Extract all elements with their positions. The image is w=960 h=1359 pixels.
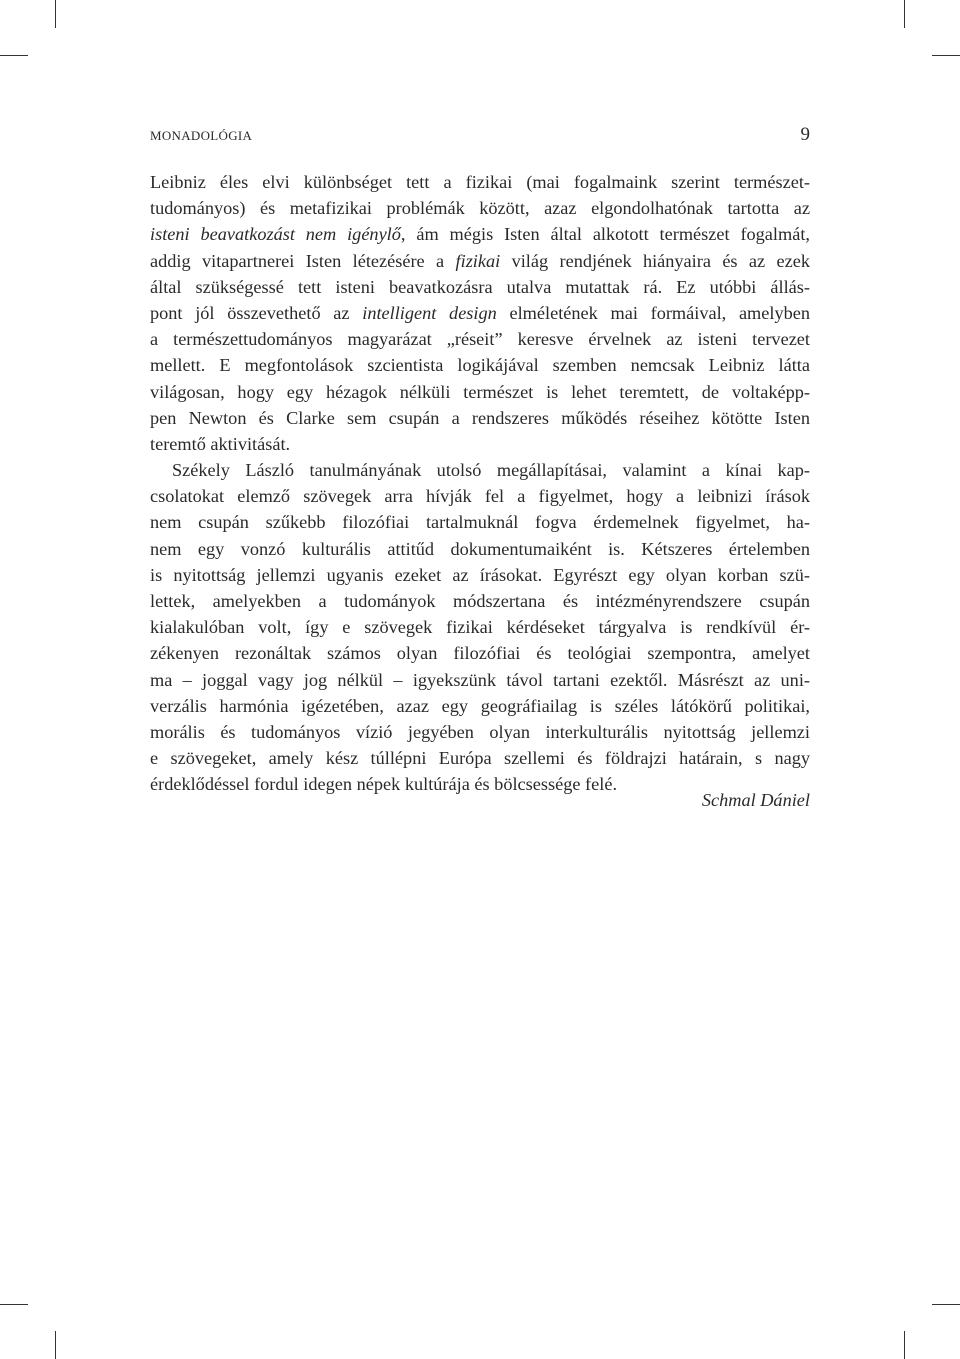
text-run: pen Newton és Clarke sem csupán a rendszeres működés réseihez kötötte Isten	[150, 407, 810, 428]
page-number: 9	[800, 124, 810, 145]
text-run: , ám mégis Isten által alkotott természet fogalmát,	[400, 224, 810, 245]
text-run: lettek, amelyekben a tudományok módszertana és intézményrendszere csupán	[150, 591, 810, 611]
text-line	[150, 431, 810, 457]
text-line	[150, 719, 810, 745]
text-run: kialakulóban volt, így e szövegek fizikai kérdéseket tárgyalva is rendkívül ér-	[150, 617, 810, 638]
text-line	[150, 693, 810, 719]
text-line	[150, 457, 810, 483]
crop-mark-right-bottom	[932, 1304, 960, 1305]
text-run: teremtő aktivitását.	[150, 433, 291, 454]
text-run: is nyitottság jellemzi ugyanis ezeket az írásokat. Egyrészt egy olyan korban szü-	[150, 564, 810, 585]
text-run: nem csupán szűkebb filozófiai tartalmuknál fogva érdemelnek figyelmet, ha-	[150, 512, 810, 533]
text-line	[150, 509, 810, 535]
text-line	[150, 562, 810, 588]
running-title: MONADOLÓGIA	[150, 128, 253, 143]
text-run: mellett. E megfontolások szcientista logikájával szemben nemcsak Leibniz látta	[150, 355, 810, 376]
crop-mark-top-left	[55, 0, 56, 28]
text-line	[150, 221, 810, 247]
crop-mark-bottom-left	[55, 1331, 56, 1359]
text-line	[150, 248, 810, 274]
text-line	[150, 667, 810, 693]
text-line	[150, 300, 810, 326]
text-run: elméletének mai formáival, amelyben	[496, 302, 811, 323]
text-line	[150, 274, 810, 300]
italic-text: isteni beavatkozást nem igénylő	[150, 224, 401, 245]
text-line	[150, 614, 810, 640]
text-line	[150, 326, 810, 352]
text-run: tudományos) és metafizikai problémák között, azaz elgondolhatónak tartotta az	[150, 198, 810, 219]
text-line	[150, 169, 810, 195]
text-run: érdeklődéssel fordul idegen népek kultúrája és bölcsessége felé.	[150, 774, 618, 795]
text-run: pont jól összevethető az	[150, 302, 363, 323]
text-line	[150, 483, 810, 509]
text-run: által szükségessé tett isteni beavatkozásra utalva mutattak rá. Ez utóbbi állás-	[150, 276, 810, 297]
text-line	[150, 379, 810, 405]
crop-mark-right-top	[932, 55, 960, 56]
text-line	[150, 405, 810, 431]
text-line	[150, 745, 810, 771]
crop-mark-left-top	[0, 55, 28, 56]
text-line	[150, 195, 810, 221]
italic-text: intelligent design	[362, 302, 497, 323]
text-run: világ rendjének hiányaira és az ezek	[500, 250, 810, 271]
text-run: e szövegeket, amely kész túllépni Európa szellemi és földrajzi határain, s nagy	[150, 748, 810, 769]
text-run: világosan, hogy egy hézagok nélküli természet is lehet teremtett, de voltaképp-	[150, 381, 810, 402]
text-run: zékenyen rezonáltak számos olyan filozófiai és teológiai szempontra, amelyet	[150, 643, 810, 664]
text-run: nem egy vonzó kulturális attitűd dokumentumaiként is. Kétszeres értelemben	[150, 538, 810, 559]
text-line	[150, 588, 810, 614]
text-run: ma – joggal vagy jog nélkül – igyekszünk távol tartani ezektől. Másrészt az uni-	[150, 669, 810, 690]
text-line	[150, 352, 810, 378]
italic-text: fizikai	[455, 250, 501, 271]
crop-mark-bottom-right	[904, 1331, 905, 1359]
text-run: csolatokat elemző szövegek arra hívják fel a figyelmet, hogy a leibnizi írások	[150, 486, 810, 507]
text-run: Leibniz éles elvi különbséget tett a fizikai (mai fogalmaink szerint természet-	[150, 172, 810, 192]
text-run: a természettudományos magyarázat „réseit” keresve érvelnek az isteni tervezet	[150, 329, 810, 350]
text-run: verzális harmónia igézetében, azaz egy geográfiailag is széles látókörű politikai,	[150, 695, 810, 716]
paragraph	[150, 457, 810, 797]
text-run: addig vitapartnerei Isten létezésére a	[150, 250, 456, 271]
crop-mark-left-bottom	[0, 1304, 28, 1305]
author-signature: Schmal Dániel	[701, 790, 810, 810]
text-line	[150, 536, 810, 562]
paragraph	[150, 169, 810, 457]
text-line	[150, 640, 810, 666]
running-head	[150, 124, 810, 146]
text-run: morális és tudományos vízió jegyében olyan interkulturális nyitottság jellemzi	[150, 721, 810, 742]
text-run: Székely László tanulmányának utolsó megállapításai, valamint a kínai kap-	[172, 460, 810, 481]
crop-mark-top-right	[904, 0, 905, 28]
body-text	[150, 169, 810, 798]
